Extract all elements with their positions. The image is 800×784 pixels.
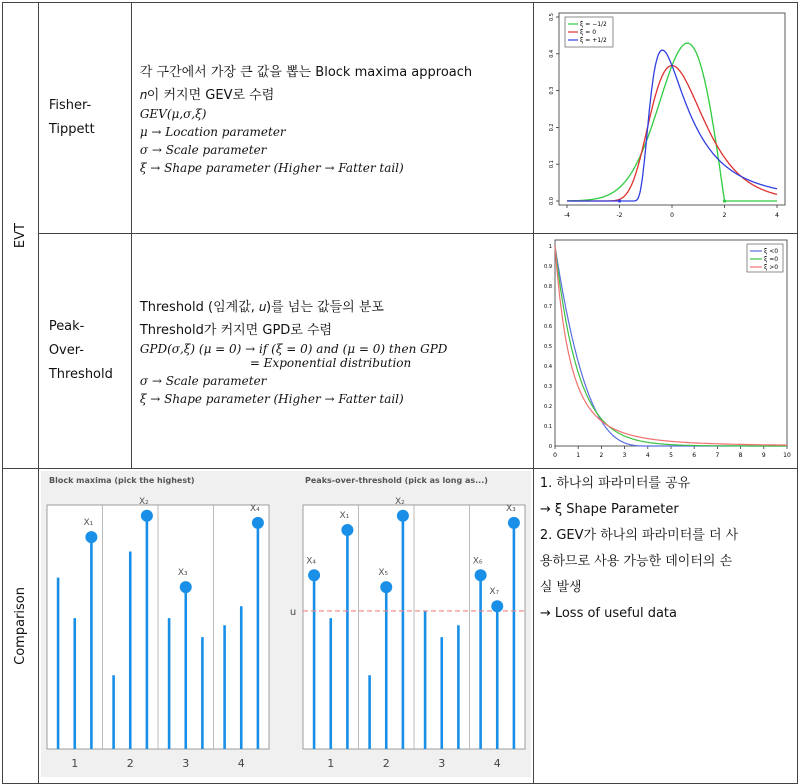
comparison-row-header: [3, 469, 39, 784]
gev-x-tick-label: -2: [616, 212, 623, 219]
comparison-text: [533, 469, 797, 784]
block-block-label: 4: [237, 757, 245, 770]
gpd-x-tick-label: 3: [623, 452, 627, 459]
gpd-x-tick-label: 4: [646, 452, 651, 459]
gpd-y-tick-label: 0.8: [544, 284, 553, 290]
pot-name-3: Threshold: [48, 367, 113, 382]
gpd-figure-cell: [533, 234, 797, 469]
gev-endpoint-marker: [723, 199, 726, 202]
gpd-legend-label: ξ =0: [764, 256, 779, 263]
pot-line: Threshold (임계값, 𝑢)를 넘는 값들의 분포: [139, 300, 384, 315]
pot-point: [508, 517, 520, 529]
comparison-label: Comparison: [12, 587, 28, 665]
comparison-line: → ξ Shape Parameter: [539, 502, 679, 517]
block-point-label: X₁: [83, 518, 94, 529]
pot-point-label: X₄: [306, 556, 316, 567]
gpd-y-tick-label: 0: [549, 444, 553, 450]
gpd-x-tick-label: 2: [599, 452, 604, 459]
comparison-line: 2. GEV가 하나의 파라미터를 더 사: [539, 528, 739, 543]
gpd-x-tick-label: 0: [553, 452, 558, 459]
fisher-name-2: Tippett: [48, 122, 95, 137]
gev-y-tick-label: 0.0: [549, 197, 556, 205]
block-vs-pot-figure: [41, 471, 531, 777]
gev-figure-cell: [533, 3, 797, 234]
evt-row-header: [3, 3, 39, 469]
pot-line: = Exponential distribution: [249, 356, 412, 370]
gev-legend-label: ξ = −1/2: [580, 21, 608, 28]
pot-block-label: 1: [327, 757, 335, 770]
pot-block-label: 3: [438, 757, 446, 770]
gpd-y-tick-label: 1: [549, 244, 553, 250]
gev-x-tick-label: -4: [564, 212, 571, 219]
block-title: Block maxima (pick the highest): [48, 476, 195, 485]
fisher-line: σ → Scale parameter: [139, 143, 267, 157]
gev-endpoint-marker: [618, 199, 621, 202]
pot-point-label: X₁: [339, 511, 350, 522]
pot-point: [491, 600, 503, 612]
pot-line: σ → Scale parameter: [139, 374, 267, 388]
pot-point-label: X₇: [489, 587, 499, 598]
gpd-y-tick-label: 0.2: [544, 404, 553, 410]
block-point-label: X₂: [138, 496, 149, 507]
gpd-y-tick-label: 0.3: [544, 384, 553, 390]
block-point: [85, 531, 97, 543]
comparison-figure-cell: [38, 469, 533, 784]
comparison-line: 용하므로 사용 가능한 데이터의 손: [539, 554, 733, 569]
pot-name-cell: [38, 234, 131, 469]
pot-name-2: Over-: [48, 343, 84, 358]
evt-table: [2, 2, 798, 784]
pot-point: [308, 569, 320, 581]
gev-density-chart: [537, 5, 793, 227]
gpd-x-tick-label: 5: [669, 452, 674, 459]
fisher-line: GEV(μ,σ,ξ): [139, 107, 207, 121]
gpd-y-tick-label: 0.7: [544, 304, 553, 310]
block-point: [180, 581, 192, 593]
pot-point-label: X₆: [472, 556, 483, 567]
gev-y-tick-label: 0.4: [549, 49, 556, 58]
gev-y-tick-label: 0.1: [549, 160, 556, 169]
pot-description: [131, 234, 533, 469]
gev-x-tick-label: 4: [775, 212, 780, 219]
comparison-line: 1. 하나의 파라미터를 공유: [539, 476, 691, 491]
gpd-density-chart: [537, 236, 793, 462]
pot-line: Threshold가 커지면 GPD로 수렴: [139, 323, 333, 338]
pot-name-1: Peak-: [48, 319, 85, 334]
block-point: [141, 510, 153, 522]
block-point-label: X₃: [177, 568, 188, 579]
gpd-x-tick-label: 7: [715, 452, 720, 459]
gev-y-tick-label: 0.5: [549, 13, 556, 21]
gev-x-tick-label: 2: [722, 212, 727, 219]
gev-legend-label: ξ = +1/2: [580, 37, 608, 44]
gpd-y-tick-label: 0.4: [544, 364, 553, 370]
pot-title: Peaks-over-threshold (pick as long as...): [304, 476, 488, 485]
pot-point: [341, 524, 353, 536]
fisher-name-1: Fisher-: [48, 98, 92, 113]
fisher-line: 𝑛이 커지면 GEV로 수렴: [139, 88, 275, 103]
block-block-label: 3: [182, 757, 190, 770]
gpd-legend-label: ξ <0: [764, 248, 779, 255]
pot-point-label: X₅: [378, 568, 388, 579]
gpd-x-tick-label: 8: [739, 452, 743, 459]
gpd-y-tick-label: 0.9: [544, 264, 553, 270]
fisher-description: [131, 3, 533, 234]
block-point-label: X₄: [249, 503, 260, 514]
pot-point-label: X₃: [505, 503, 516, 514]
fisher-line: 각 구간에서 가장 큰 값을 뽑는 Block maxima approach: [139, 65, 473, 80]
gev-x-tick-label: 0: [670, 212, 675, 219]
fisher-name-cell: [38, 3, 131, 234]
gev-legend-label: ξ = 0: [580, 29, 597, 36]
pot-threshold-label: u: [289, 606, 296, 618]
block-point: [252, 517, 264, 529]
pot-point-label: X₂: [394, 496, 405, 507]
comparison-line: 실 발생: [539, 580, 582, 595]
pot-point: [380, 581, 392, 593]
block-block-label: 1: [71, 757, 79, 770]
gev-y-tick-label: 0.2: [549, 123, 556, 132]
pot-line: ξ → Shape parameter (Higher → Fatter tail): [139, 392, 404, 406]
pot-point: [474, 569, 486, 581]
pot-block-label: 2: [382, 757, 390, 770]
fisher-line: μ → Location parameter: [139, 125, 286, 139]
fisher-line: ξ → Shape parameter (Higher → Fatter tail): [139, 161, 404, 175]
comparison-line: → Loss of useful data: [539, 606, 677, 621]
evt-label: EVT: [12, 222, 28, 249]
gpd-y-tick-label: 0.5: [544, 344, 553, 350]
gpd-y-tick-label: 0.1: [544, 424, 553, 430]
gpd-x-tick-label: 9: [762, 452, 767, 459]
gpd-x-tick-label: 6: [692, 452, 697, 459]
gpd-legend-label: ξ >0: [764, 264, 779, 271]
gev-y-tick-label: 0.3: [549, 86, 556, 95]
gpd-x-tick-label: 10: [783, 452, 792, 459]
block-block-label: 2: [126, 757, 134, 770]
pot-point: [397, 510, 409, 522]
pot-block-label: 4: [493, 757, 501, 770]
gpd-y-tick-label: 0.6: [544, 324, 553, 330]
gpd-x-tick-label: 1: [576, 452, 581, 459]
pot-line: GPD(σ,ξ) (μ = 0) → if (ξ = 0) and (μ = 0) then GPD: [139, 342, 448, 356]
